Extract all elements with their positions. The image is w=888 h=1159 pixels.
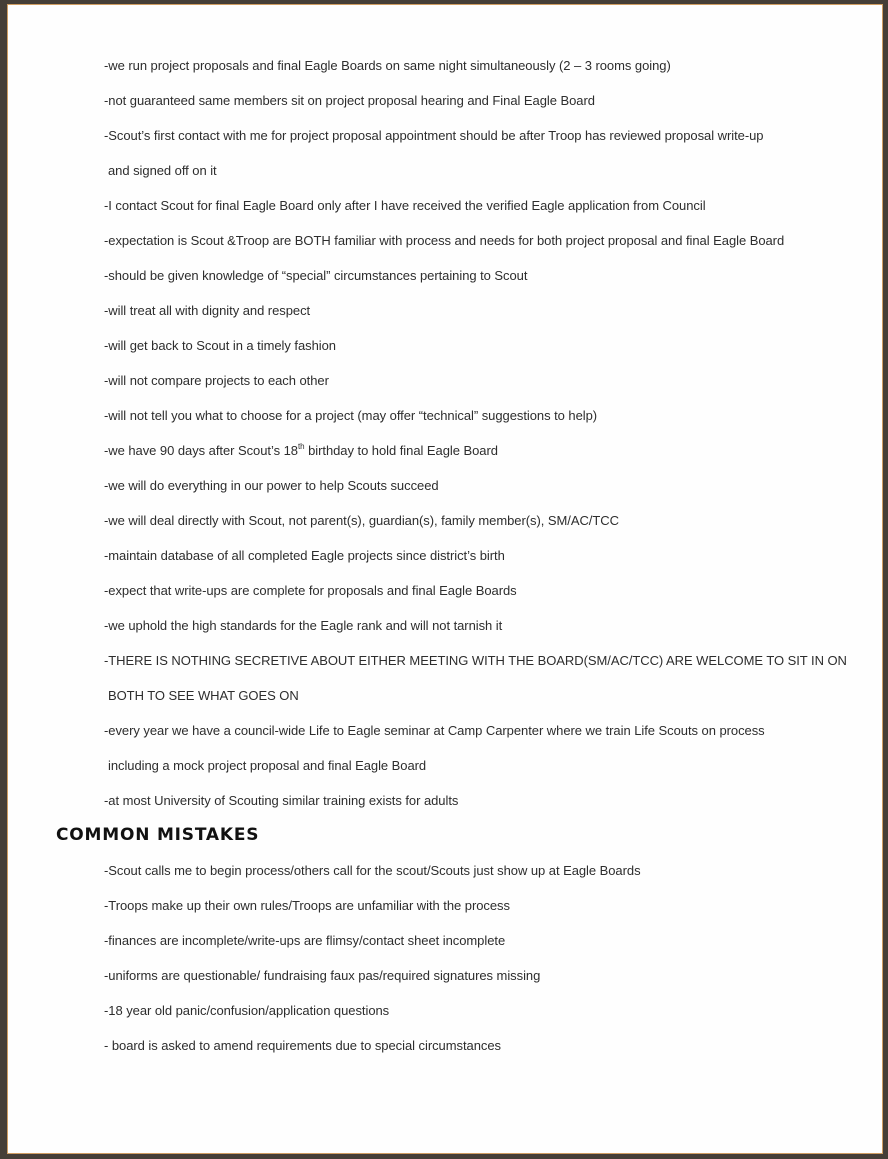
text-line: -should be given knowledge of “special” circumstances pertaining to Scout bbox=[104, 268, 528, 283]
text-line: -we will do everything in our power to help Scouts succeed bbox=[104, 478, 439, 493]
text-line: -we will deal directly with Scout, not parent(s), guardian(s), family member(s), SM/AC/TCC bbox=[104, 513, 619, 528]
text-line: -will treat all with dignity and respect bbox=[104, 303, 311, 318]
border-accent-line bbox=[7, 4, 883, 1154]
text-line: -I contact Scout for final Eagle Board only after I have received the verified Eagle application from Council bbox=[104, 198, 706, 213]
text-line: including a mock project proposal and final Eagle Board bbox=[108, 758, 427, 773]
text-line: -uniforms are questionable/ fundraising faux pas/required signatures missing bbox=[104, 968, 541, 983]
text-line: -THERE IS NOTHING SECRETIVE ABOUT EITHER MEETING WITH THE BOARD(SM/AC/TCC) ARE WELCOME TO SIT IN ON bbox=[104, 653, 847, 668]
text-line: -Troops make up their own rules/Troops are unfamiliar with the process bbox=[104, 898, 510, 913]
common-mistakes-list bbox=[8, 853, 882, 1063]
text-line: -we run project proposals and final Eagle Boards on same night simultaneously (2 – 3 rooms going) bbox=[104, 58, 671, 73]
text-line: -will not tell you what to choose for a project (may offer “technical” suggestions to help) bbox=[104, 408, 598, 423]
document-content bbox=[8, 5, 882, 1063]
text-line: BOTH TO SEE WHAT GOES ON bbox=[108, 688, 299, 703]
text-line: -maintain database of all completed Eagle projects since district’s birth bbox=[104, 548, 505, 563]
text-line: -expect that write-ups are complete for proposals and final Eagle Boards bbox=[104, 583, 517, 598]
text-line: -expectation is Scout &Troop are BOTH familiar with process and needs for both project proposal and final Eagle Board bbox=[104, 233, 785, 248]
text-line: and signed off on it bbox=[108, 163, 217, 178]
section-heading-common-mistakes: COMMON MISTAKES bbox=[56, 825, 260, 845]
text-line: -we uphold the high standards for the Eagle rank and will not tarnish it bbox=[104, 618, 503, 633]
text-line: -will get back to Scout in a timely fashion bbox=[104, 338, 336, 353]
text-line: -at most University of Scouting similar training exists for adults bbox=[104, 793, 459, 808]
text-line: -finances are incomplete/write-ups are flimsy/contact sheet incomplete bbox=[104, 933, 506, 948]
superscript-text: th bbox=[297, 442, 305, 451]
text-line: -18 year old panic/confusion/application questions bbox=[104, 1003, 390, 1018]
text-segment: -we have 90 days after Scout’s 18 bbox=[104, 443, 298, 458]
text-segment: birthday to hold final Eagle Board bbox=[304, 443, 498, 458]
text-line: - board is asked to amend requirements due to special circumstances bbox=[104, 1038, 501, 1053]
text-line: -Scout’s first contact with me for project proposal appointment should be after Troop has reviewed proposal write-up bbox=[104, 128, 764, 143]
notes-list bbox=[8, 48, 882, 818]
text-line: -not guaranteed same members sit on project proposal hearing and Final Eagle Board bbox=[104, 93, 595, 108]
text-line: -Scout calls me to begin process/others call for the scout/Scouts just show up at Eagle Boards bbox=[104, 863, 641, 878]
document-page bbox=[8, 5, 882, 1153]
text-line: -will not compare projects to each other bbox=[104, 373, 329, 388]
text-line: -every year we have a council-wide Life to Eagle seminar at Camp Carpenter where we train Life Scouts on process bbox=[104, 723, 765, 738]
text-line bbox=[8, 433, 882, 468]
